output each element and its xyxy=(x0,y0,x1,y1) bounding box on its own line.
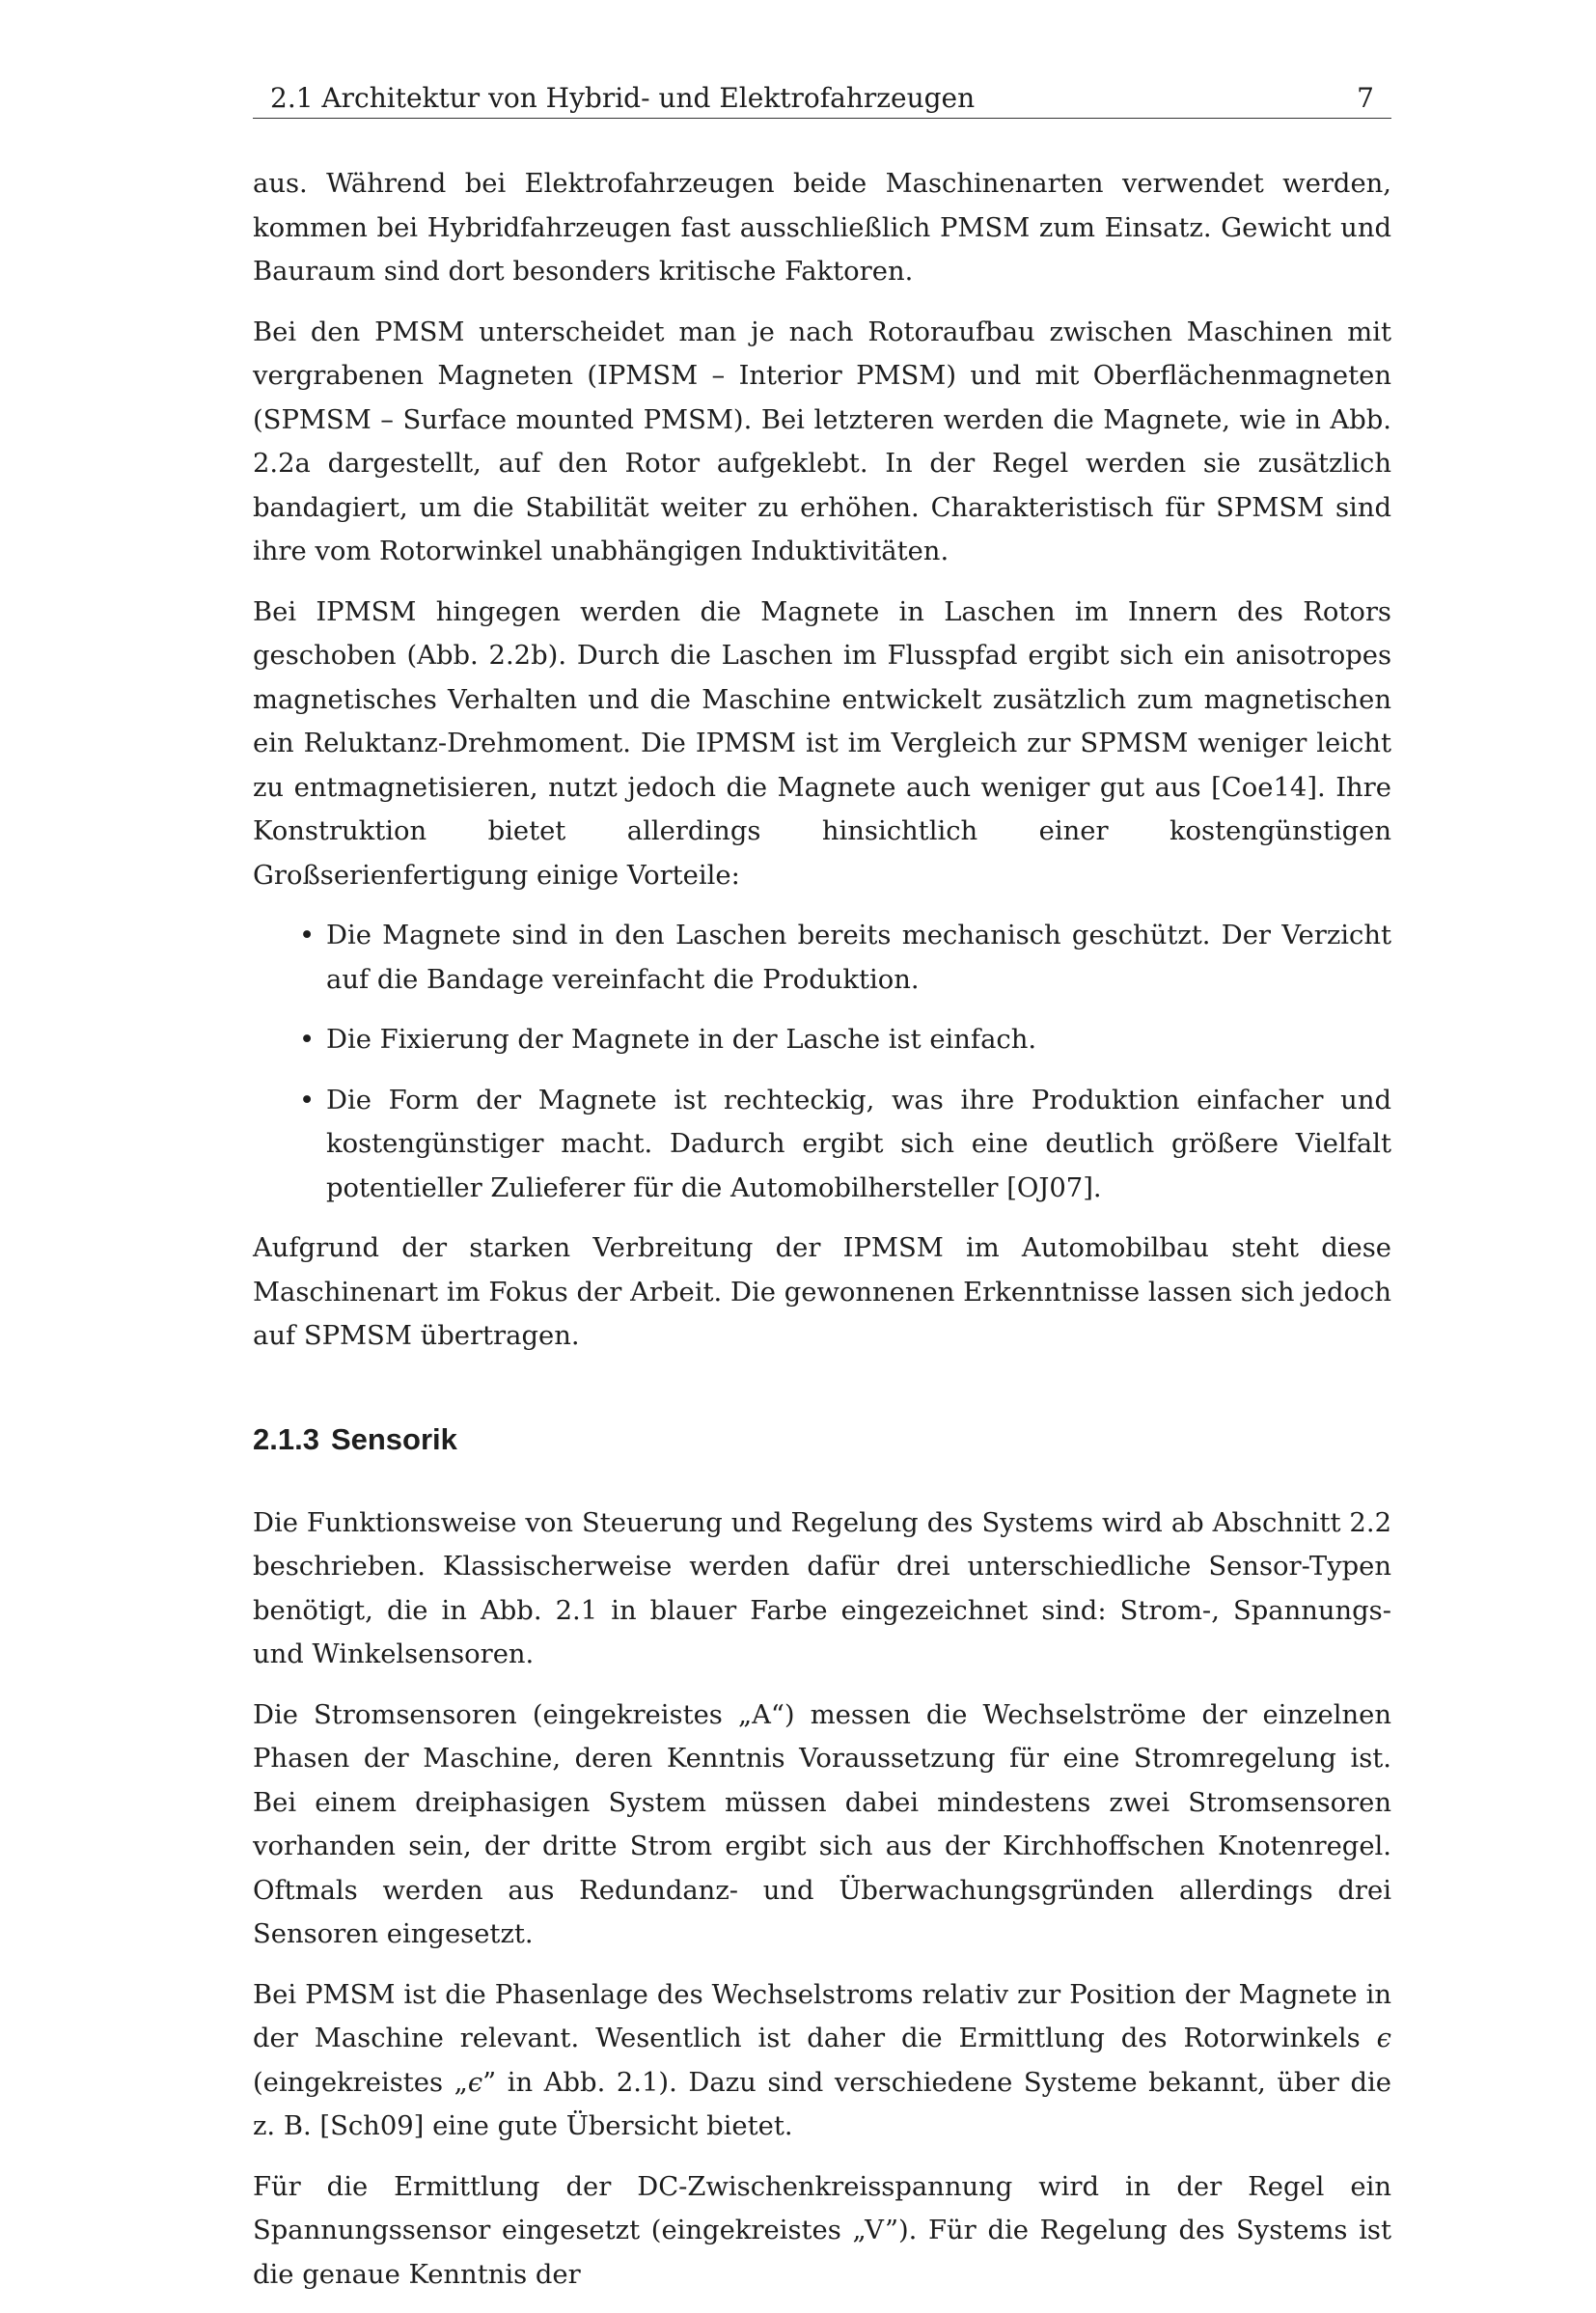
list-item-text: Die Magnete sind in den Laschen bereits mechanisch geschützt. Der Verzicht auf die Bandage vereinfacht die Produktion. xyxy=(326,921,1391,995)
list-item xyxy=(299,1018,1391,1062)
list-item xyxy=(299,1079,1391,1211)
list-item-text: Die Form der Magnete ist rechteckig, was ihre Produktion einfacher und kostengünstiger macht. Dadurch ergibt sich eine deutlich größere Vielfalt potentieller Zulieferer für die Automobilhersteller [OJ07]. xyxy=(326,1085,1391,1203)
advantages-list xyxy=(253,914,1391,1210)
epsilon-symbol: ϵ xyxy=(467,2067,483,2098)
bullet: • xyxy=(299,1085,316,1115)
paragraph: Bei den PMSM unterscheidet man je nach Rotoraufbau zwischen Maschinen mit vergrabenen Magneten (IPMSM – Interior PMSM) und mit Oberflächenmagneten (SPMSM – Surface mounted PMSM). Bei letzteren werden die Magnete, wie in Abb. 2.2a dargestellt, auf den Rotor aufgeklebt. In der Regel werden sie zusätzlich bandagiert, um die Stabilität weiter zu erhöhen. Charakteristisch für SPMSM sind ihre vom Rotorwinkel unabhängigen Induktivitäten. xyxy=(253,317,1391,566)
section-heading xyxy=(253,1420,1391,1459)
paragraph: Aufgrund der starken Verbreitung der IPMSM im Automobilbau steht diese Maschinenart im Fokus der Arbeit. Die gewonnenen Erkenntnisse lassen sich jedoch auf SPMSM übertragen. xyxy=(253,1233,1391,1351)
paragraph: aus. Während bei Elektrofahrzeugen beide Maschinenarten verwendet werden, kommen bei Hybridfahrzeugen fast ausschließlich PMSM zum Einsatz. Gewicht und Bauraum sind dort besonders kritische Faktoren. xyxy=(253,169,1391,287)
text-run: (eingekreistes „ xyxy=(253,2067,468,2098)
section-number: 2.1.3 xyxy=(253,1421,319,1456)
running-header xyxy=(253,81,1391,119)
list-item xyxy=(299,914,1391,1002)
paragraph: Die Stromsensoren (eingekreistes „A“) messen die Wechselströme der einzelnen Phasen der Maschine, deren Kenntnis Voraussetzung für eine Stromregelung ist. Bei einem dreiphasigen System müssen dabei mindestens zwei Stromsensoren vorhanden sein, der dritte Strom ergibt sich aus der Kirchhoffschen Knotenregel. Oftmals werden aus Redundanz- und Überwachungsgründen allerdings drei Sensoren eingesetzt. xyxy=(253,1699,1391,1949)
header-section-title: 2.1 Architektur von Hybrid- und Elektrofahrzeugen xyxy=(270,82,976,114)
epsilon-symbol: ϵ xyxy=(1376,2024,1391,2053)
paragraph: Bei IPMSM hingegen werden die Magnete in Laschen im Innern des Rotors geschoben (Abb. 2.2b). Durch die Laschen im Flusspfad ergibt sich ein anisotropes magnetisches Verhalten und die Maschine entwickelt zusätzlich zum magnetischen ein Reluktanz-Drehmoment. Die IPMSM ist im Vergleich zur SPMSM weniger leicht zu entmagnetisieren, nutzt jedoch die Magnete auch weniger gut aus [Coe14]. Ihre Konstruktion bietet allerdings hinsichtlich einer kostengünstigen Großserienfertigung einige Vorteile: xyxy=(253,596,1391,891)
text-run: Bei PMSM ist die Phasenlage des Wechselstroms relativ zur Position der Magnete in der Maschine relevant. Wesentlich ist daher die Ermittlung des Rotorwinkels xyxy=(253,1979,1391,2053)
bullet: • xyxy=(299,921,316,950)
bullet: • xyxy=(299,1025,316,1055)
paragraph-rotor-angle xyxy=(253,1973,1391,2149)
paragraph: Die Funktionsweise von Steuerung und Regelung des Systems wird ab Abschnitt 2.2 beschrieben. Klassischerweise werden dafür drei unterschiedliche Sensor-Typen benötigt, die in Abb. 2.1 in blauer Farbe eingezeichnet sind: Strom-, Spannungs- und Winkelsensoren. xyxy=(253,1507,1391,1669)
paragraph: Für die Ermittlung der DC-Zwischenkreisspannung wird in der Regel ein Spannungssensor eingesetzt (eingekreistes „V”). Für die Regelung des Systems ist die genaue Kenntnis der xyxy=(253,2171,1391,2290)
list-item-text: Die Fixierung der Magnete in der Lasche ist einfach. xyxy=(326,1025,1037,1055)
text-run: ” in Abb. 2.1). Dazu sind verschiedene Systeme bekannt, über die z. B. [Sch09] eine gute Übersicht bietet. xyxy=(253,2067,1391,2141)
main-text xyxy=(253,162,1391,2313)
section-title: Sensorik xyxy=(330,1421,457,1456)
page-number: 7 xyxy=(1357,82,1374,114)
